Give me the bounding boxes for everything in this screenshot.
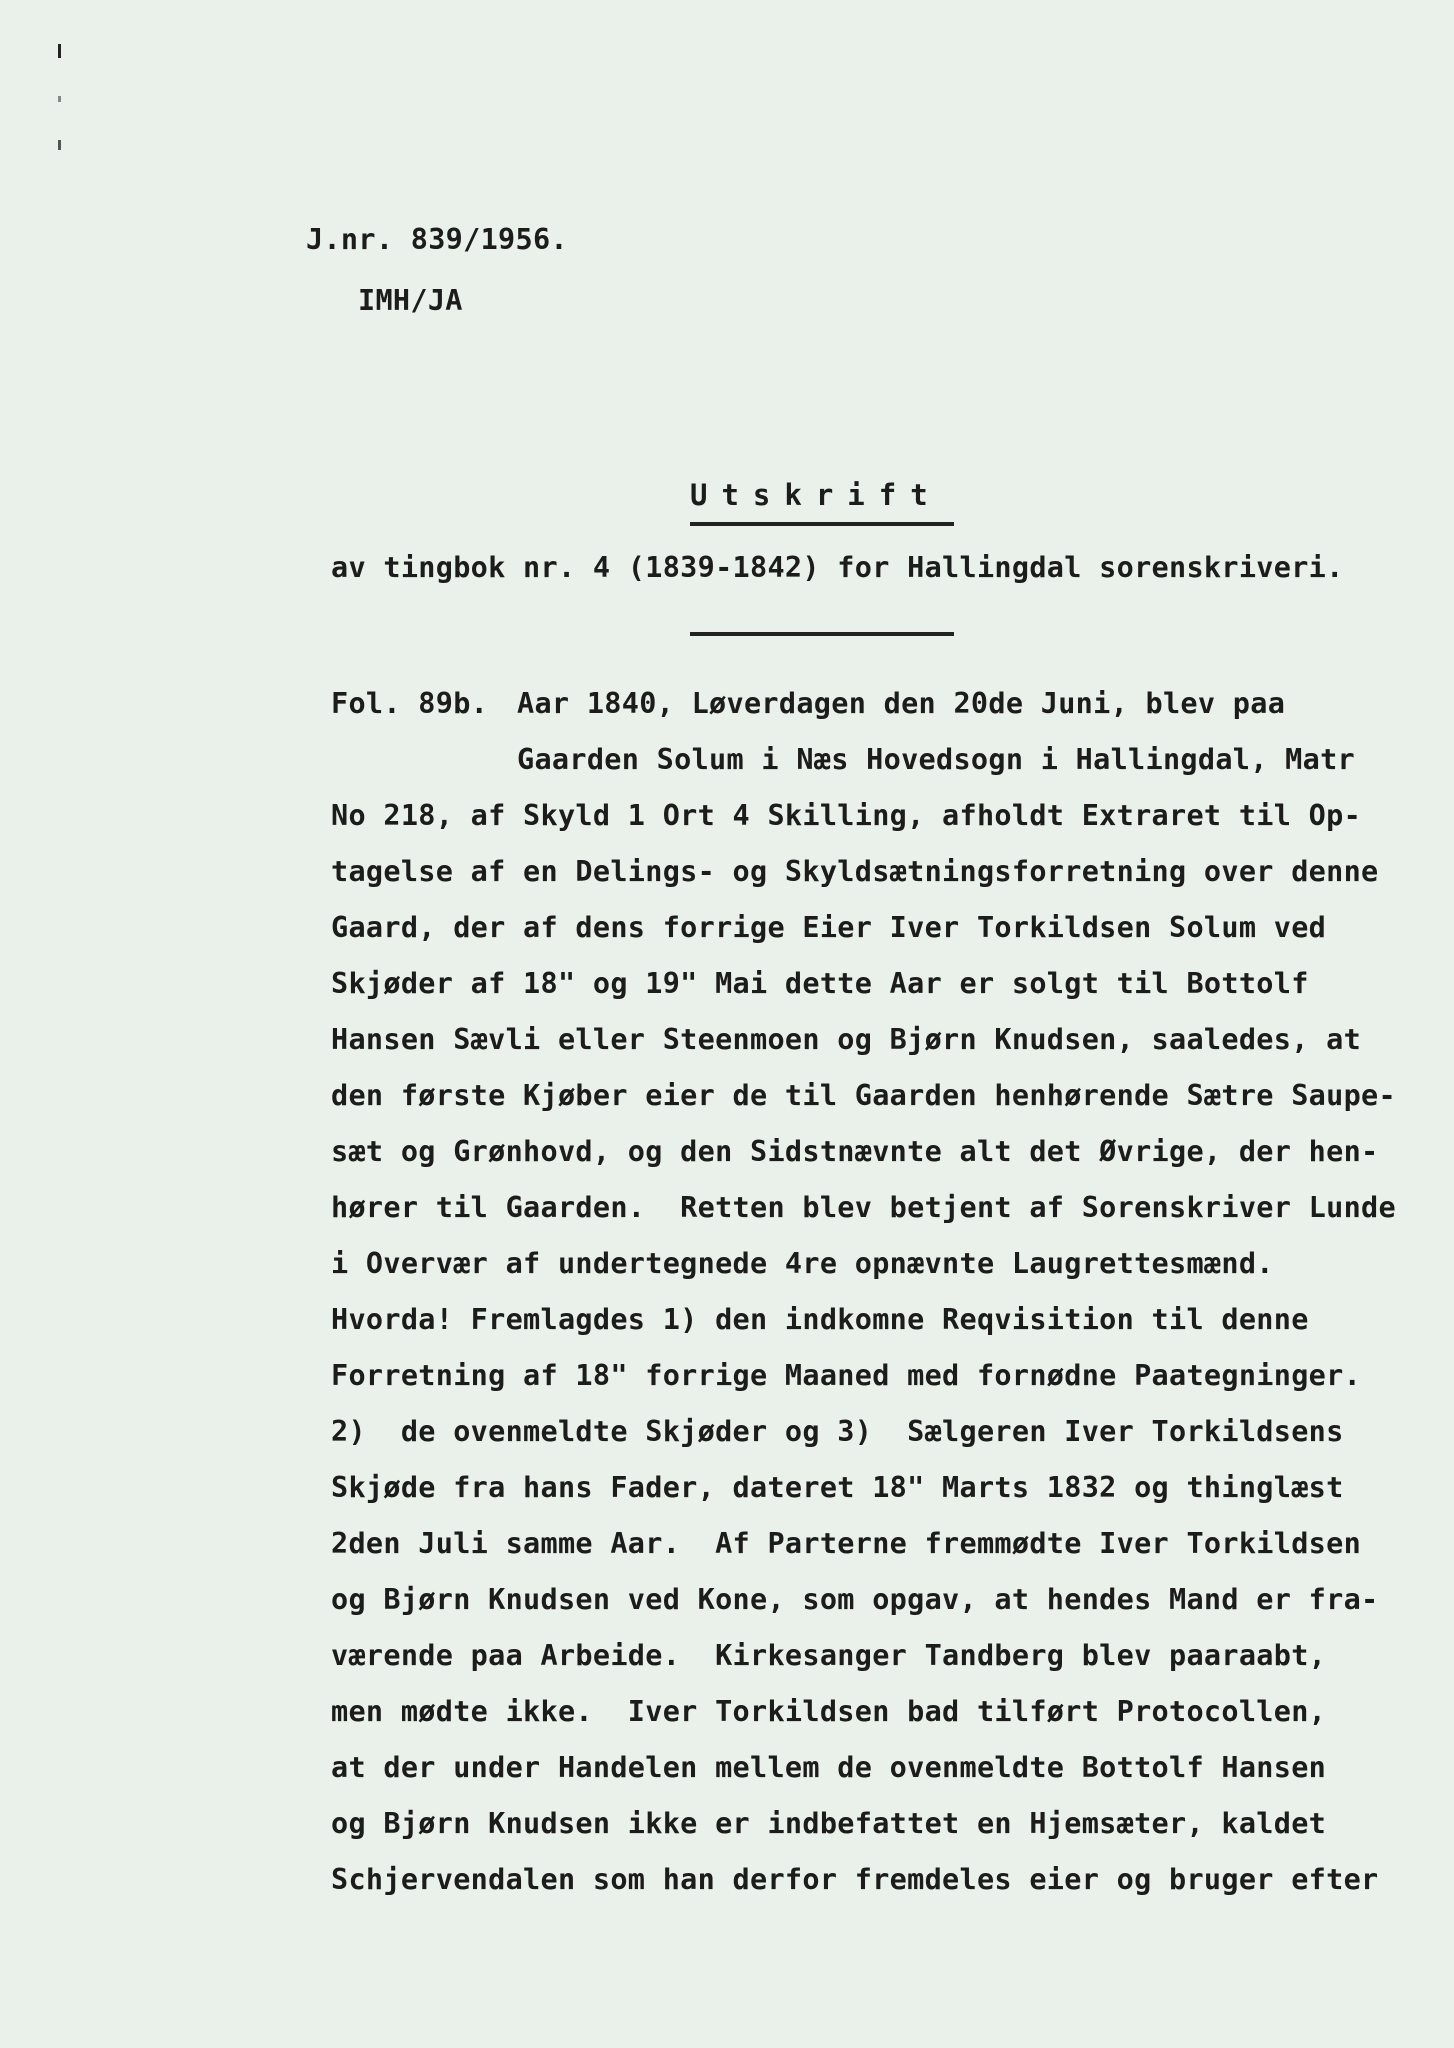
document-subtitle: av tingbok nr. 4 (1839-1842) for Hallingdal sorenskriveri. [331, 551, 1344, 584]
folio-reference: Fol. 89b. [331, 687, 489, 720]
body-line: værende paa Arbeide. Kirkesanger Tandberg blev paaraabt, [331, 1639, 1327, 1672]
initials: IMH/JA [358, 284, 463, 317]
body-line: hører til Gaarden. Retten blev betjent af Sorenskriver Lunde [331, 1191, 1396, 1224]
section-divider [690, 632, 954, 636]
punch-marks [58, 44, 64, 188]
document-title: Utskrift [690, 478, 942, 512]
body-line: at der under Handelen mellem de ovenmeldte Bottolf Hansen [331, 1751, 1327, 1784]
body-line: Hansen Sævli eller Steenmoen og Bjørn Knudsen, saaledes, at [331, 1023, 1362, 1056]
body-line: Gaarden Solum i Næs Hovedsogn i Hallingdal, Matr [517, 743, 1356, 776]
title-underline [690, 522, 954, 526]
body-line: Schjervendalen som han derfor fremdeles eier og bruger efter [331, 1863, 1379, 1896]
body-line: og Bjørn Knudsen ikke er indbefattet en Hjemsæter, kaldet [331, 1807, 1327, 1840]
body-line: Aar 1840, Løverdagen den 20de Juni, blev paa [517, 687, 1286, 720]
body-line: i Overvær af undertegnede 4re opnævnte Laugrettesmænd. [331, 1247, 1274, 1280]
body-line: tagelse af en Delings- og Skyldsætningsforretning over denne [331, 855, 1379, 888]
body-line: den første Kjøber eier de til Gaarden henhørende Sætre Saupe- [331, 1079, 1396, 1112]
body-line: No 218, af Skyld 1 Ort 4 Skilling, afholdt Extraret til Op- [331, 799, 1362, 832]
body-line: Skjøder af 18" og 19" Mai dette Aar er solgt til Bottolf [331, 967, 1309, 1000]
body-line: 2den Juli samme Aar. Af Parterne fremmødte Iver Torkildsen [331, 1527, 1362, 1560]
body-line: Gaard, der af dens forrige Eier Iver Torkildsen Solum ved [331, 911, 1327, 944]
body-line: sæt og Grønhovd, og den Sidstnævnte alt det Øvrige, der hen- [331, 1135, 1379, 1168]
body-line: Hvorda! Fremlagdes 1) den indkomne Reqvisition til denne [331, 1303, 1309, 1336]
body-line: og Bjørn Knudsen ved Kone, som opgav, at hendes Mand er fra- [331, 1583, 1379, 1616]
body-line: men mødte ikke. Iver Torkildsen bad tilført Protocollen, [331, 1695, 1327, 1728]
body-line: Skjøde fra hans Fader, dateret 18" Marts 1832 og thinglæst [331, 1471, 1344, 1504]
body-line: Forretning af 18" forrige Maaned med fornødne Paategninger. [331, 1359, 1362, 1392]
body-line: 2) de ovenmeldte Skjøder og 3) Sælgeren Iver Torkildsens [331, 1415, 1344, 1448]
journal-number: J.nr. 839/1956. [306, 223, 568, 256]
